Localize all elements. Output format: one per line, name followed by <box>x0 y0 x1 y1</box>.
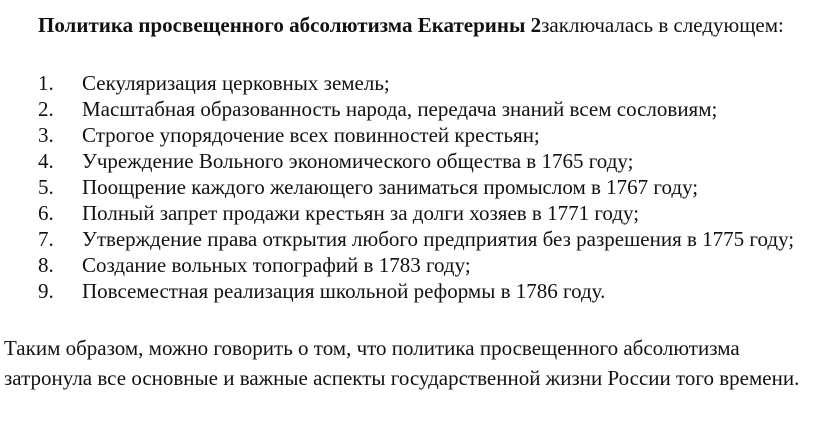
list-item-text: Утверждение права открытия любого предприятия без разрешения в 1775 году; <box>82 227 795 251</box>
list-item <box>38 96 808 122</box>
list-item-number: 9. <box>38 279 54 303</box>
list-item <box>38 122 808 148</box>
list-item-number: 2. <box>38 97 54 121</box>
list-item <box>38 70 808 96</box>
list-item-text: Поощрение каждого желающего заниматься промыслом в 1767 году; <box>82 175 699 199</box>
list-item-text: Повсеместная реализация школьной реформы в 1786 году. <box>82 279 606 303</box>
list-item <box>38 148 808 174</box>
list-item <box>38 252 808 278</box>
list-item-text: Секуляризация церковных земель; <box>82 71 390 95</box>
list-item <box>38 200 808 226</box>
list-item-number: 7. <box>38 227 54 251</box>
list-item-number: 6. <box>38 201 54 225</box>
list-item-text: Масштабная образованность народа, передача знаний всем сословиям; <box>82 97 718 121</box>
list-item-number: 8. <box>38 253 54 277</box>
list-item-number: 3. <box>38 123 54 147</box>
intro-paragraph <box>4 10 804 40</box>
list-item <box>38 226 808 252</box>
list-item-text: Создание вольных топографий в 1783 году; <box>82 253 471 277</box>
intro-text: заключалась в следующем: <box>541 13 784 37</box>
list-item-number: 4. <box>38 149 54 173</box>
list-item-text: Полный запрет продажи крестьян за долги хозяев в 1771 году; <box>82 201 640 225</box>
policy-list <box>38 70 808 304</box>
intro-heading: Политика просвещенного абсолютизма Екатерины 2 <box>38 13 542 37</box>
list-item <box>38 278 808 304</box>
list-item-number: 5. <box>38 175 54 199</box>
list-item <box>38 174 808 200</box>
list-item-number: 1. <box>38 71 54 95</box>
list-item-text: Учреждение Вольного экономического общества в 1765 году; <box>82 149 634 173</box>
list-item-text: Строгое упорядочение всех повинностей крестьян; <box>82 123 540 147</box>
conclusion-paragraph: Таким образом, можно говорить о том, что политика просвещенного абсолютизма затронула все основные и важные аспекты государственной жизни России того времени. <box>4 336 800 390</box>
